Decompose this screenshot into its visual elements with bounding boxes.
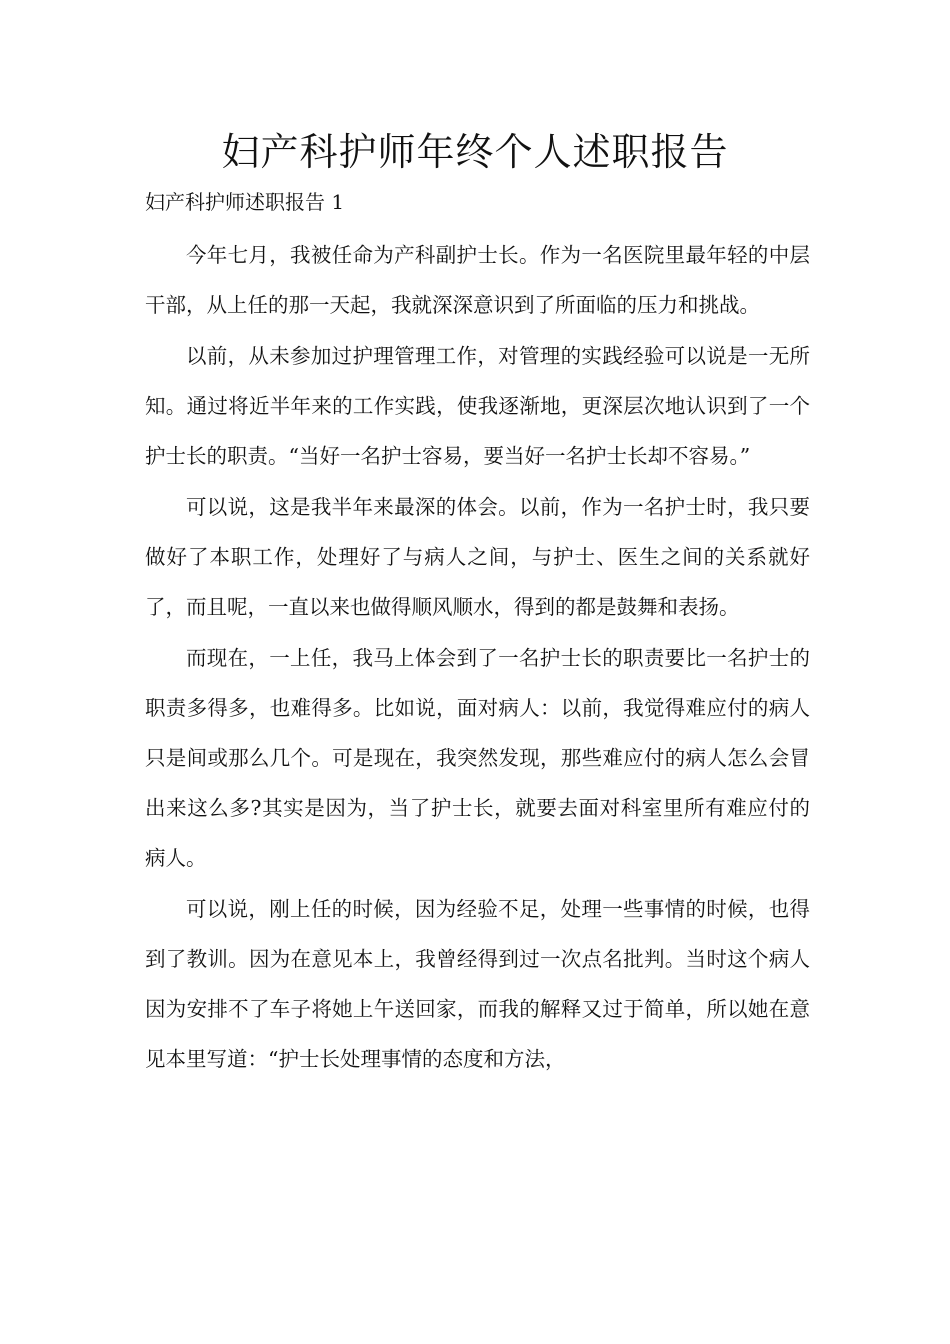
paragraph: 以前，从未参加过护理管理工作，对管理的实践经验可以说是一无所知。通过将近半年来的工作实践，使我逐渐地，更深层次地认识到了一个护士长的职责。“当好一名护士容易，要当好一名护士长却不容易。” bbox=[145, 344, 810, 468]
section-heading: 妇产科护师述职报告 1 bbox=[145, 190, 345, 214]
paragraph: 今年七月，我被任命为产科副护士长。作为一名医院里最年轻的中层干部，从上任的那一天起，我就深深意识到了所面临的压力和挑战。 bbox=[145, 243, 810, 317]
paragraph: 而现在，一上任，我马上体会到了一名护士长的职责要比一名护士的职责多得多，也难得多。比如说，面对病人：以前，我觉得难应付的病人只是间或那么几个。可是现在，我突然发现，那些难应付的病人怎么会冒出来这么多?其实是因为，当了护士长，就要去面对科室里所有难应付的病人。 bbox=[145, 646, 810, 870]
paragraph: 可以说，这是我半年来最深的体会。以前，作为一名护士时，我只要做好了本职工作，处理好了与病人之间，与护士、医生之间的关系就好了，而且呢，一直以来也做得顺风顺水，得到的都是鼓舞和表扬。 bbox=[145, 495, 810, 619]
document-title: 妇产科护师年终个人述职报告 bbox=[221, 130, 729, 174]
document-body bbox=[145, 230, 810, 1085]
paragraph: 可以说，刚上任的时候，因为经验不足，处理一些事情的时候，也得到了教训。因为在意见本上，我曾经得到过一次点名批判。当时这个病人因为安排不了车子将她上午送回家，而我的解释又过于简单，所以她在意见本里写道：“护士长处理事情的态度和方法， bbox=[145, 897, 810, 1071]
